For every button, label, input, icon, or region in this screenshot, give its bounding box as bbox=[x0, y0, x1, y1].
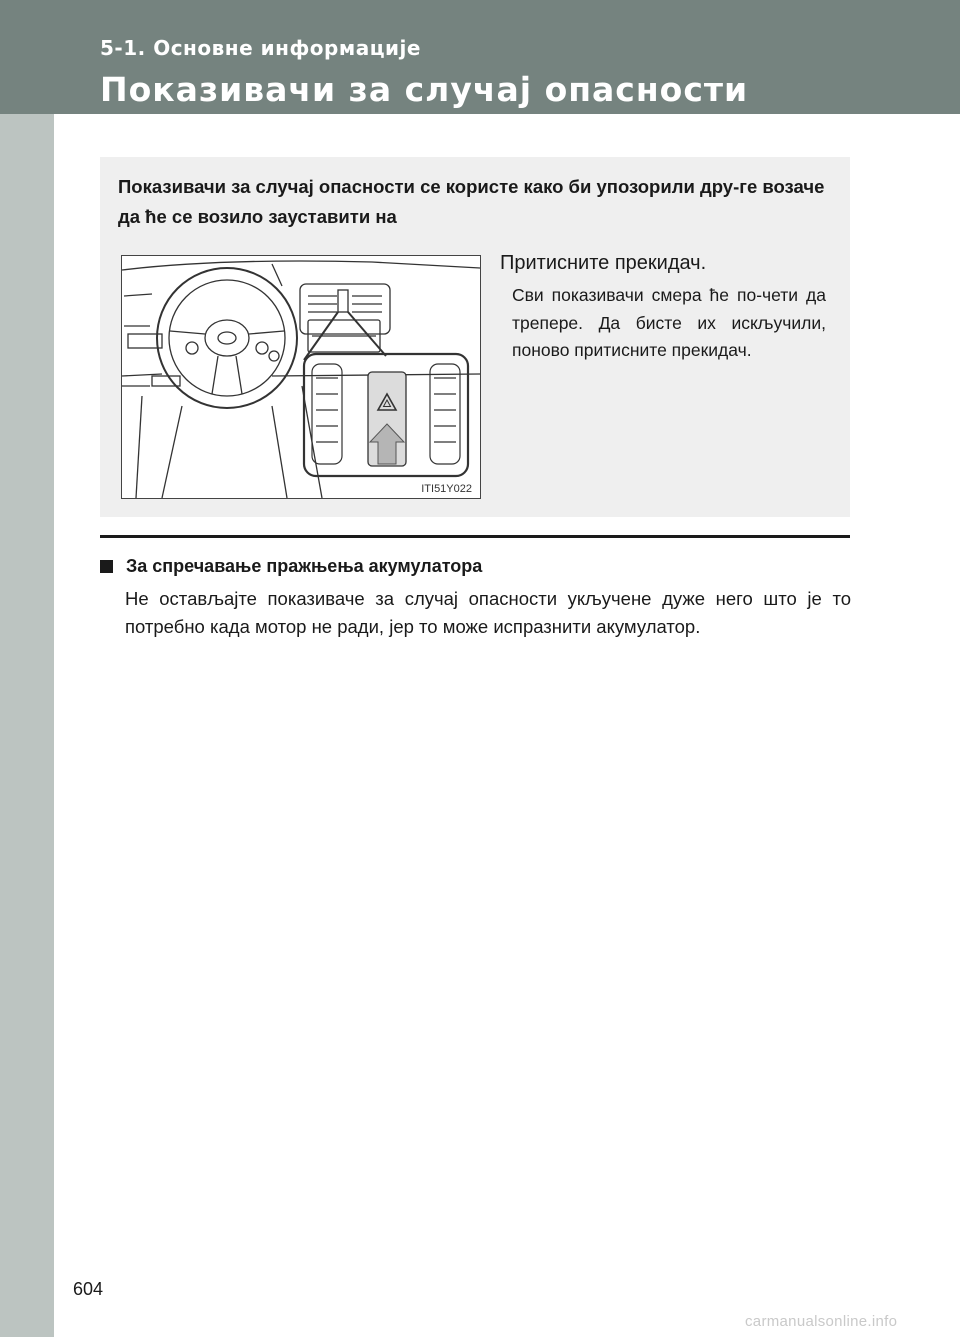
step-title: Притисните прекидач. bbox=[500, 252, 707, 274]
side-bar bbox=[0, 114, 54, 1337]
page-title: Показивачи за случај опасности bbox=[100, 70, 749, 109]
note-text: Не остављајте показиваче за случај опасности укључене дуже него што је то потребно када мотор не ради, јер то може испразнити акумулатор. bbox=[125, 588, 851, 637]
section-label: 5-1. Основне информације bbox=[100, 36, 421, 60]
dashboard-illustration bbox=[121, 255, 481, 499]
figure-code: ITI51Y022 bbox=[421, 483, 472, 495]
watermark: carmanualsonline.info bbox=[745, 1313, 898, 1330]
page-number: 604 bbox=[73, 1279, 104, 1299]
step-text: Сви показивачи смера ће по-чети да трепере. Да бисте их искључили, поново притисните прекидач. bbox=[512, 285, 826, 360]
note-title: За спречавање пражњења акумулатора bbox=[126, 556, 483, 576]
page-header bbox=[0, 0, 960, 114]
note-bullet-icon bbox=[100, 560, 113, 573]
divider bbox=[100, 535, 850, 538]
intro-text: Показивачи за случај опасности се користе како би упозорили дру-ге возаче да ће се возило зауставити на bbox=[118, 176, 825, 227]
